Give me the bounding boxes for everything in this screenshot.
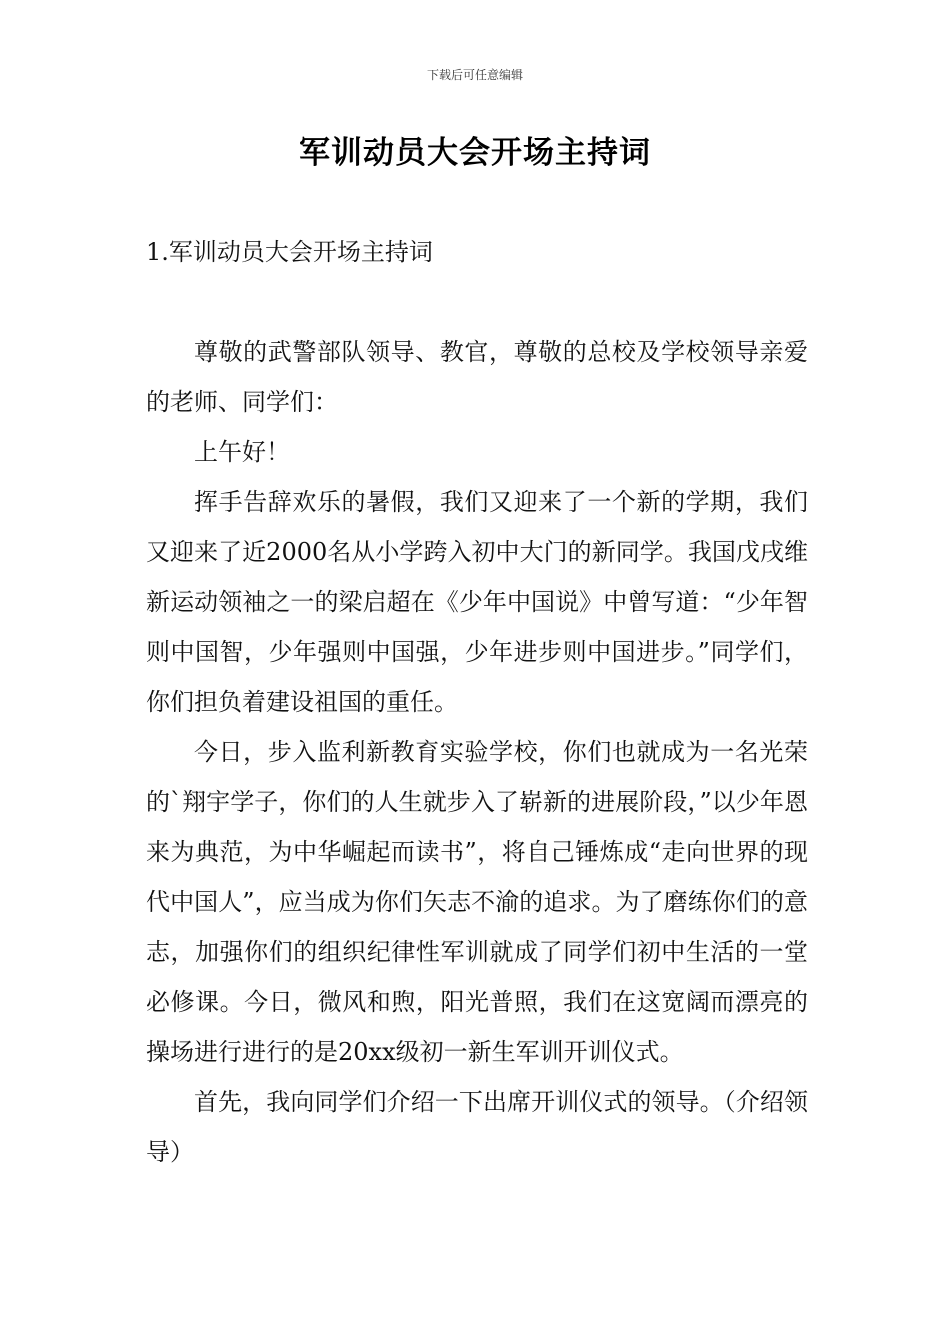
document-title: 军训动员大会开场主持词 bbox=[299, 135, 651, 171]
section-heading: 1.军训动员大会开场主持词 bbox=[146, 238, 433, 266]
paragraph-greeting: 尊敬的武警部队领导、教官，尊敬的总校及学校领导亲爱的老师、同学们： bbox=[146, 338, 808, 416]
document-body bbox=[146, 327, 808, 1177]
header-note: 下载后可任意编辑 bbox=[426, 68, 523, 82]
paragraph-salutation: 上午好！ bbox=[194, 438, 290, 466]
paragraph-introduce-leaders: 首先，我向同学们介绍一下出席开训仪式的领导。（介绍领导） bbox=[146, 1088, 808, 1166]
paragraph-new-semester: 挥手告辞欢乐的暑假，我们又迎来了一个新的学期，我们又迎来了近2000名从小学跨入初中大门的新同学。我国戊戌维新运动领袖之一的梁启超在《少年中国说》中曾写道：“少年智则中国智，少年强则中国强，少年进步则中国进步。”同学们，你们担负着建设祖国的重任。 bbox=[146, 488, 808, 716]
paragraph-school-intro: 今日，步入监利新教育实验学校，你们也就成为一名光荣的`翔宇学子，你们的人生就步入了崭新的进展阶段，”以少年恩来为典范，为中华崛起而读书”，将自己锤炼成“走向世界的现代中国人”，应当成为你们矢志不渝的追求。为了磨练你们的意志，加强你们的组织纪律性军训就成了同学们初中生活的一堂必修课。今日，微风和煦，阳光普照，我们在这宽阔而漂亮的操场进行进行的是20xx级初一新生军训开训仪式。 bbox=[146, 738, 808, 1066]
